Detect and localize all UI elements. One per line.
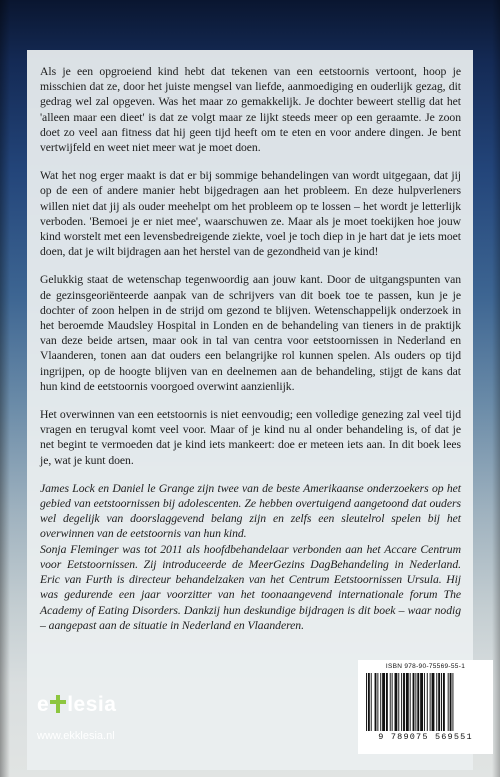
cross-icon — [49, 693, 67, 717]
blurb-paragraph-3: Gelukkig staat de wetenschap tegenwoordig aan jouw kant. Door de uitgangspunten van de gezinsgeoriënteerde aanpak van de schrijvers van dit boek toe te passen, kun je je dochter of zoon helpen in de strijd om gezond te blijven. Wetenschappelijk onderzoek in het beroemde Maudsley Hospital in Londen en de behandeling van tieners in de praktijk van deze beide artsen, maar ook in tal van centra voor eetstoornissen in Nederland en Vlaanderen, tonen aan dat ouders een belangrijke rol kunnen spelen. Als ouders op tijd ingrijpen, op de hoogte blijven van en deelnemen aan de behandeling, stijgt de kans dat hun kind de eetstoornis voorgoed overwint aanzienlijk. — [40, 273, 461, 393]
logo-text-left: e — [37, 693, 50, 716]
author-bio-1: James Lock en Daniel le Grange zijn twee van de beste Amerikaanse onderzoekers op het gebied van eetstoornissen bij adolescenten. Ze hebben overtuigend aangetoond dat ouders wel degelijk van doorslaggevend belang zijn en zelfs een sleutelrol spelen bij het overwinnen van de eetstoornis van hun kind. — [40, 481, 461, 541]
isbn-label: ISBN 978-90-75569-55-1 — [385, 663, 466, 670]
logo-text-right: lesia — [67, 693, 117, 716]
barcode-icon — [362, 673, 489, 731]
blurb-paragraph-2: Wat het nog erger maakt is dat er bij sommige behandelingen van wordt uitgegaan, dat jij op de een of andere manier hebt bijgedragen aan het probleem. En deze hulpverleners willen niet dat jij als ouder meehelpt om het probleem op te lossen – het wordt je letterlijk verboden. 'Bemoei je er niet mee', waarschuwen ze. Maar als je moet toekijken hoe jouw kind worstelt met een levensbedreigende ziekte, voel je toch diep in je hart dat je iets moet doen, dat je wilt bijdragen aan het herstel van de gezondheid van je kind! — [40, 169, 461, 259]
cover-footer — [27, 660, 473, 770]
blurb-paragraph-1: Als je een opgroeiend kind hebt dat tekenen van een eetstoornis vertoont, hoop je misschien dat ze, door het juiste mengsel van liefde, aanmoediging en ouderlijk gezag, dit gedrag wel zal opgeven. Was het maar zo gemakkelijk. Je dochter beweert stellig dat het 'alleen maar een dieet' is dat ze volgt maar ze lijkt steeds meer op een geraamte. Je zoon doet zo veel aan fitness dat hij geen tijd heeft om te eten en voor andere dingen. Je bent vertwijfeld en weet niet meer wat je moet doen. — [40, 65, 461, 155]
publisher-logo — [37, 693, 116, 717]
author-bio-2: Sonja Fleminger was tot 2011 als hoofdbehandelaar verbonden aan het Accare Centrum voor Eetstoornissen. Zij introduceerde de MeerGezins DagBehandeling in Nederland. Eric van Furth is directeur behandelzaken van het Centrum Eetstoornissen Ursula. Hij was gedurende een jaar voorzitter van het toonaangevend internationale forum The Academy of Eating Disorders. Dankzij hun deskundige bijdragen is dit boek – waar nodig – aangepast aan de situatie in Nederland en Vlaanderen. — [40, 542, 461, 632]
blurb-paragraph-4: Het overwinnen van een eetstoornis is niet eenvoudig; een volledige genezing zal veel tijd vragen en terugval komt veel voor. Maar of je kind nu al onder behandeling is, of dat je net begint te vermoeden dat je kind iets mankeert: doe er meteen iets aan. In dit boek lees je, wat je kunt doen. — [40, 408, 461, 467]
blurb-text — [40, 64, 461, 633]
barcode-number: 9 789075 569551 — [378, 732, 473, 742]
spine-shadow — [0, 0, 10, 777]
isbn-barcode-box — [358, 660, 493, 754]
publisher-website: www.ekklesia.nl — [37, 730, 115, 742]
edge-shadow — [492, 0, 500, 777]
